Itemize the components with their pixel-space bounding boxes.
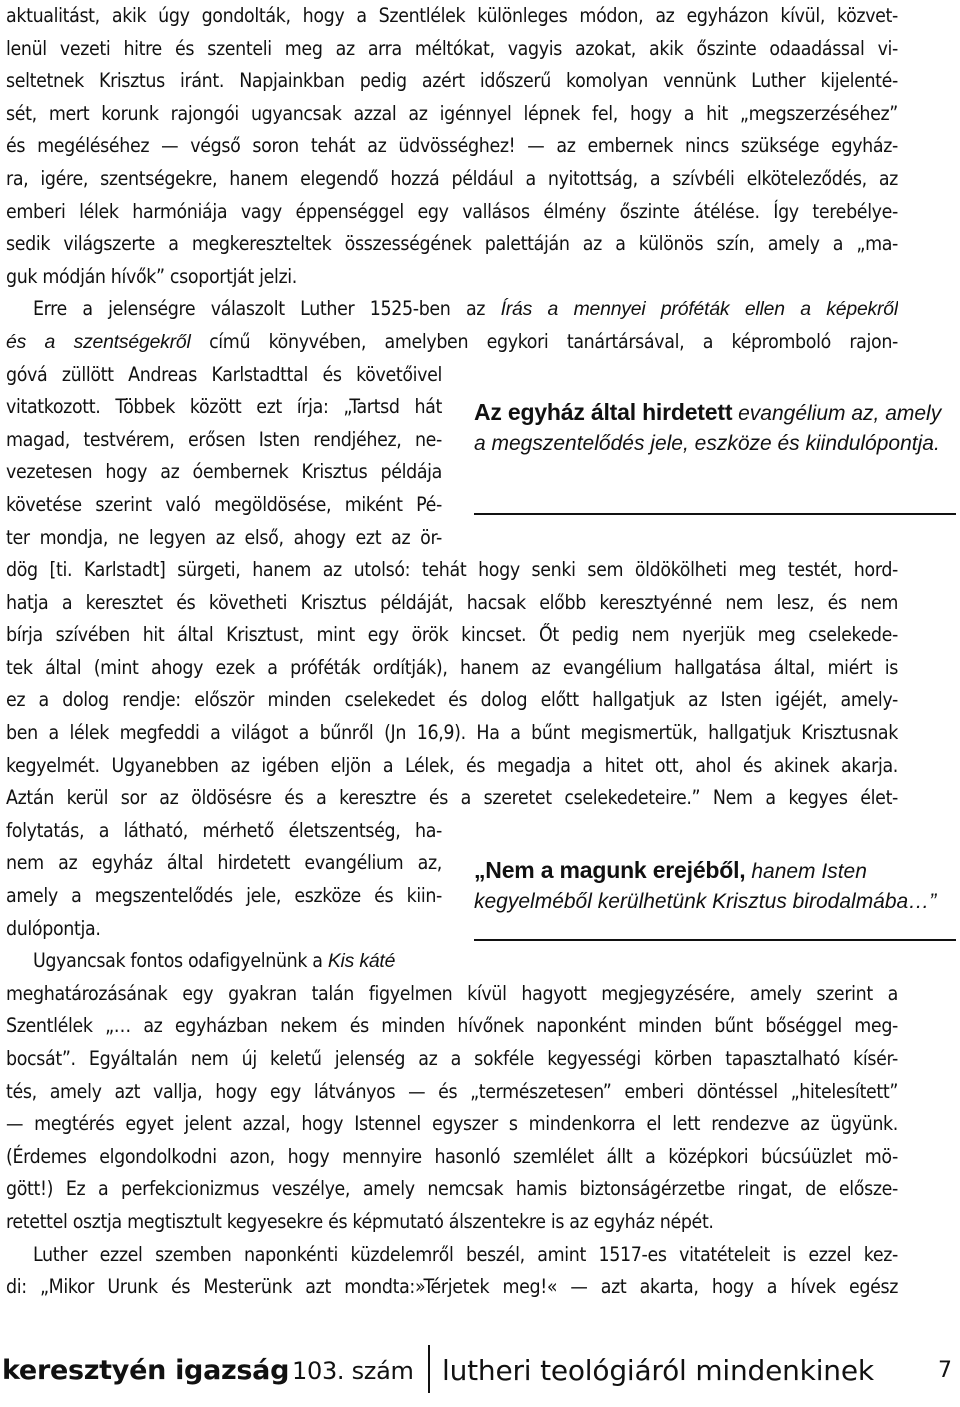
- text-line: ez a dolog rendje: először minden cselekedet és dolog előtt hallgatjuk az Isten igéjét, amely-: [6, 688, 898, 712]
- text-line: meghatározásának egy gyakran talán figyelmen kívül hagyott megjegyzésére, amely szerint a: [6, 981, 898, 1005]
- text-line: (Érdemes elgondolkodni azon, hogy mennyire hasonló szemlélet állt a középkori búcsúüzlet mö-: [6, 1144, 898, 1168]
- text-line: amely a megszentelődés jele, eszköze és kiin-: [6, 884, 442, 908]
- text-line: hatja a keresztet és követheti Krisztus példáját, hacsak előbb keresztyénné nem lesz, és nem: [6, 590, 898, 614]
- text-line: tek által (mint ahogy ezek a próféták ordítják), hanem az evangélium hallgatása által, miért is: [6, 655, 898, 679]
- text-line: vezetesen hogy az óembernek Krisztus példája: [6, 460, 442, 484]
- text-run: Erre a jelenségre válaszolt Luther 1525-ben az: [33, 297, 501, 321]
- text-run: Ugyancsak fontos odafigyelnünk a: [33, 949, 328, 973]
- text-line: Aztán kerül sor az öldösésre és a keresztre és a szeretet cselekedeteire.” Nem a kegyes élet-: [6, 786, 898, 810]
- text-line: ra, igére, szentségekre, hanem elegendő hozzá például a nyitottság, a szívbéli elköteleződés, az: [6, 166, 898, 190]
- text-line: guk módján hívők” csoportját jelzi.: [6, 264, 297, 288]
- text-line: magad, testvérem, erősen Isten rendjéhez, ne-: [6, 427, 442, 451]
- pull-quote-1: [474, 397, 956, 459]
- text-line: — megtérés egyet jelent azzal, hogy Istennel egyszer s mindenkorra el lett rendezve az ügyünk.: [6, 1112, 898, 1136]
- text-line: [6, 945, 898, 978]
- book-title-italic: Kis káté: [327, 950, 396, 973]
- text-line: kegyelmét. Ugyanebben az igében eljön a Lélek, és megadja a hitet ott, ahol és akinek akarja.: [6, 753, 898, 777]
- text-line: folytatás, a látható, mérhető életszentség, ha-: [6, 818, 442, 842]
- text-line: gött!) Ez a perfekcionizmus veszélye, amely nemcsak hamis biztonságérzetbe ringat, de elősze-: [6, 1177, 898, 1201]
- text-line: emberi lélek harmóniája vagy éppenséggel egy vallásos élmény őszinte átélése. Így terebélye-: [6, 199, 898, 223]
- text-line: Szentlélek „… az egyházban nekem és minden hívőnek naponként minden bűnt bőséggel meg-: [6, 1014, 898, 1038]
- footer-divider: [428, 1345, 430, 1393]
- page-footer: [0, 1345, 960, 1395]
- book-title-italic: Írás a mennyei próféták ellen a képekről: [500, 298, 898, 321]
- pull-quote-bold: „Nem a magunk erejéből,: [474, 857, 746, 883]
- text-line: sedik világszerte a megkereszteltek összességének palettáján az a különös szín, amely a „ma-: [6, 232, 898, 256]
- pull-quote-text: evangélium az, amely a megszentelődés jele, eszköze és kiindulópontja.: [474, 402, 942, 455]
- text-line: ben a lélek megfeddi a világot a bűnről (Jn 16,9). Ha a bűnt megismertük, hallgatjuk Krisztusnak: [6, 721, 898, 745]
- text-line: lenül vezeti hitre és szenteli meg az arra méltókat, vagyis azokat, akik őszinte odaadással vi-: [6, 36, 898, 60]
- article-body: [6, 0, 898, 1304]
- text-line: ter mondja, ne legyen az első, ahogy ezt az ör-: [6, 525, 442, 549]
- text-line: di: „Mikor Urunk és Mesterünk azt mondta:»Térjetek meg!« — azt akarta, hogy a hívek egész: [6, 1275, 898, 1299]
- text-line: [6, 293, 898, 326]
- text-line: vitatkozott. Többek között ezt írja: „Tartsd hát: [6, 395, 442, 419]
- text-line: nem az egyház által hirdetett evangélium az,: [6, 851, 442, 875]
- text-line: góvá züllött Andreas Karlstadttal és követőivel: [6, 362, 442, 386]
- page-number: 7: [938, 1358, 952, 1383]
- text-line: aktualitást, akik úgy gondolták, hogy a Szentlélek különleges módon, az egyházon kívül, közvet-: [6, 4, 898, 27]
- pull-quote-2: [474, 855, 956, 917]
- text-line: követése szerint való megöldösése, miként Pé-: [6, 492, 442, 516]
- pull-quote-divider: [474, 513, 956, 515]
- text-line: [6, 326, 898, 359]
- text-line: bírja szívében hit által Krisztust, mint egy örök kincset. Őt pedig nem nyerjük meg cselekede-: [6, 623, 898, 647]
- text-line: bocsát”. Egyáltalán nem új keletű jelenség az a sokféle kegyességi körben tapasztalható kísér-: [6, 1047, 898, 1070]
- text-line: és megéléséhez — végső soron tehát az üdvösséghez! — az embernek nincs szüksége egyház-: [6, 134, 898, 158]
- pull-quote-divider: [474, 939, 956, 941]
- issue-number: 103. szám: [292, 1357, 414, 1385]
- text-line: sét, mert korunk rajongói ugyancsak azzal az igénnyel lépnek fel, hogy a hit „megszerzéséhez”: [6, 101, 898, 125]
- text-line: Luther ezzel szemben naponkénti küzdelemről beszél, amint 1517-es vitatételeit is ezzel kez-: [33, 1242, 898, 1266]
- pull-quote-text: hanem Isten kegyelméből kerülhetünk Krisztus birodalmába…”: [474, 860, 937, 913]
- text-run: című könyvében, amelyben egykori tanártársával, a képromboló rajon-: [190, 329, 898, 353]
- text-line: seltetnek Krisztus iránt. Napjainkban pedig azért időszerű komolyan vennünk Luther kijelenté-: [6, 69, 898, 93]
- book-title-italic: és a szentségekről: [6, 330, 191, 353]
- text-line: dög [ti. Karlstadt] sürgeti, hanem az utolsó: tehát hogy senki sem öldökölheti meg testét, hord-: [6, 558, 898, 582]
- magazine-title: keresztyén igazság: [2, 1355, 290, 1386]
- text-line: retettel osztja megtisztult kegyesekre és képmutató álszentekre is az egyház népét.: [6, 1209, 714, 1233]
- magazine-tagline: lutheri teológiáról mindenkinek: [442, 1354, 874, 1387]
- text-line: tés, amely azt vallja, hogy egy látványos — és „természetesen” emberi döntéssel „hitelesített”: [6, 1079, 898, 1103]
- pull-quote-bold: Az egyház által hirdetett: [474, 399, 733, 425]
- text-line: dulópontja.: [6, 916, 101, 940]
